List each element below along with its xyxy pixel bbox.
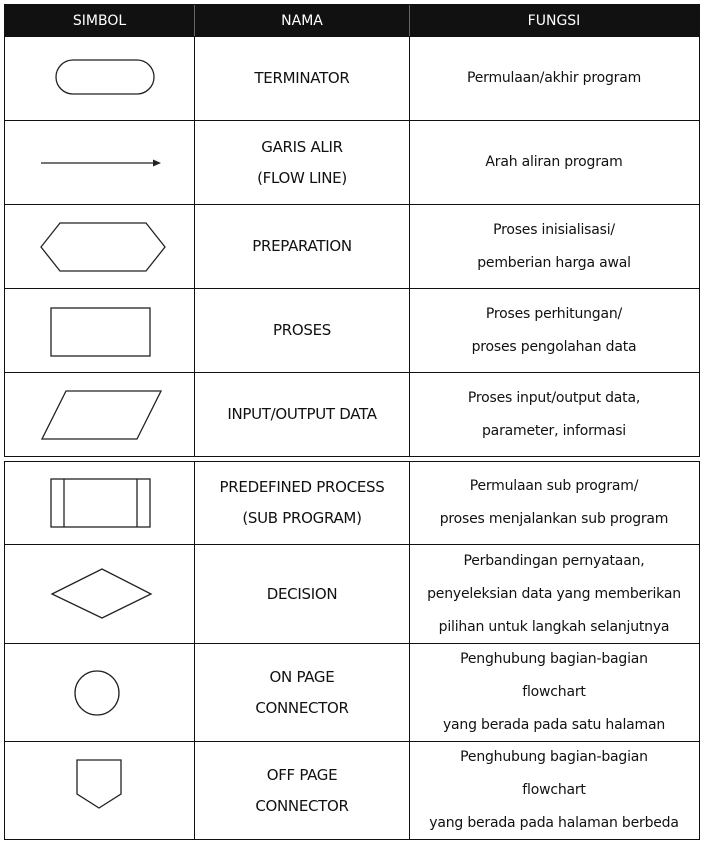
fungsi-line: pemberian harga awal <box>477 254 631 271</box>
row-fungsi <box>410 373 698 456</box>
input-output-symbol-icon <box>5 373 195 456</box>
fungsi-line: parameter, informasi <box>482 422 626 439</box>
fungsi-line: Penghubung bagian-bagian <box>460 749 648 765</box>
process-symbol-icon <box>5 289 195 372</box>
row-nama <box>195 205 410 288</box>
fungsi-line: proses menjalankan sub program <box>439 511 669 527</box>
fungsi-line: flowchart <box>522 684 586 700</box>
decision-symbol-icon <box>5 545 195 643</box>
nama-line: PROSES <box>273 321 331 339</box>
table-row <box>4 644 700 742</box>
nama-line: (FLOW LINE) <box>257 168 347 187</box>
fungsi-line: Permulaan/akhir program <box>466 70 642 86</box>
preparation-symbol-icon <box>5 205 195 288</box>
table-row <box>4 121 700 205</box>
nama-line: CONNECTOR <box>255 698 349 717</box>
flowchart-symbol-table <box>4 4 700 840</box>
row-fungsi <box>410 205 698 288</box>
predefined-process-symbol-icon <box>5 462 195 544</box>
table-row <box>4 545 700 644</box>
row-nama <box>195 545 410 643</box>
table-row <box>4 205 700 289</box>
off-page-connector-symbol-icon <box>5 742 195 839</box>
nama-line: GARIS ALIR <box>261 137 343 156</box>
header-nama: NAMA <box>195 5 410 36</box>
table-row <box>4 373 700 457</box>
fungsi-line: Proses inisialisasi/ <box>493 221 615 238</box>
header-simbol: SIMBOL <box>5 5 195 36</box>
fungsi-line: Proses perhitungan/ <box>485 305 623 322</box>
fungsi-line: pilihan untuk langkah selanjutnya <box>438 618 670 635</box>
nama-line: INPUT/OUTPUT DATA <box>227 405 377 423</box>
fungsi-line: Perbandingan pernyataan, <box>463 552 645 569</box>
row-fungsi <box>410 289 698 372</box>
row-fungsi <box>410 644 698 741</box>
row-nama <box>195 742 410 839</box>
fungsi-line: Proses input/output data, <box>467 389 641 406</box>
row-nama <box>195 289 410 372</box>
row-fungsi <box>410 545 698 643</box>
nama-line: TERMINATOR <box>254 69 350 87</box>
header-fungsi: FUNGSI <box>527 12 581 29</box>
nama-line: CONNECTOR <box>255 796 349 815</box>
nama-line: (SUB PROGRAM) <box>242 509 362 527</box>
fungsi-line: Arah aliran program <box>485 154 623 170</box>
table-row <box>4 37 700 121</box>
row-fungsi <box>410 37 698 120</box>
fungsi-line: Penghubung bagian-bagian <box>460 651 648 667</box>
flow-line-symbol-icon <box>5 121 195 204</box>
row-nama <box>195 644 410 741</box>
fungsi-line: yang berada pada halaman berbeda <box>429 815 679 831</box>
on-page-connector-symbol-icon <box>5 644 195 741</box>
nama-line: DECISION <box>266 584 338 603</box>
terminator-symbol-icon <box>5 37 195 120</box>
row-nama <box>195 121 410 204</box>
row-nama <box>195 462 410 544</box>
fungsi-line: penyeleksian data yang memberikan <box>427 585 681 602</box>
table-row <box>4 461 700 545</box>
table-header <box>4 4 700 37</box>
row-fungsi <box>410 462 698 544</box>
nama-line: ON PAGE <box>269 667 335 686</box>
fungsi-line: Permulaan sub program/ <box>469 478 639 494</box>
nama-line: PREDEFINED PROCESS <box>219 478 385 496</box>
nama-line: OFF PAGE <box>266 765 338 784</box>
nama-line: PREPARATION <box>252 237 352 255</box>
row-fungsi <box>410 121 698 204</box>
row-nama <box>195 373 410 456</box>
fungsi-line: proses pengolahan data <box>471 338 637 355</box>
row-nama <box>195 37 410 120</box>
fungsi-line: flowchart <box>522 782 586 798</box>
table-row <box>4 289 700 373</box>
row-fungsi <box>410 742 698 839</box>
fungsi-line: yang berada pada satu halaman <box>442 717 666 733</box>
table-row <box>4 742 700 840</box>
